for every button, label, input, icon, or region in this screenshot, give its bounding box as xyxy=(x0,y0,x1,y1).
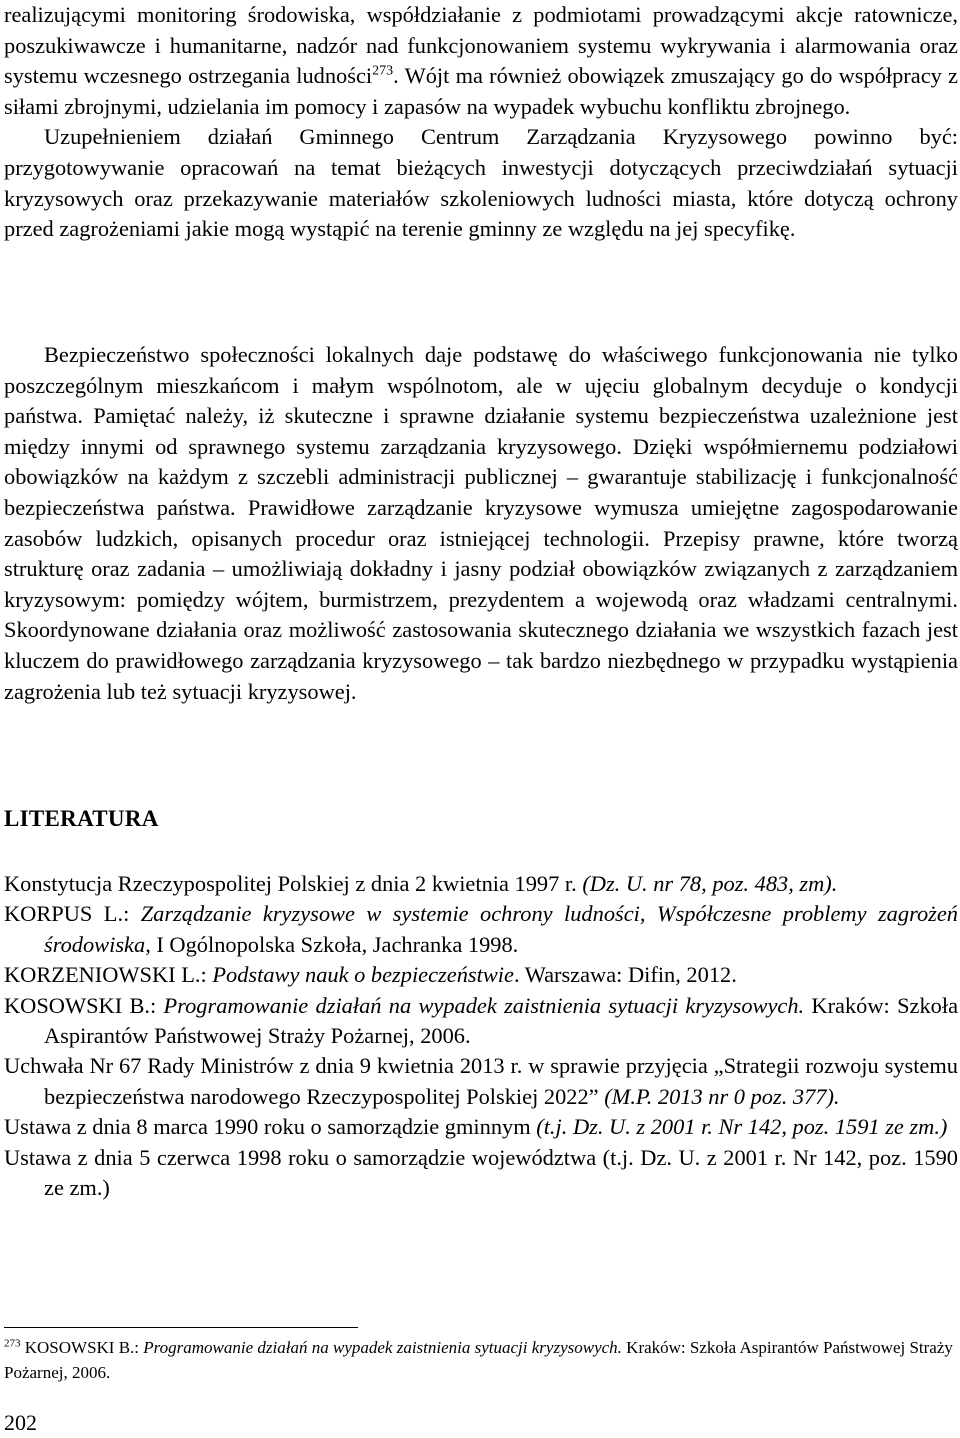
entry-publication: . Warszawa: Difin, 2012. xyxy=(513,962,737,988)
entry-title: Programowanie działań na wypadek zaistnienia sytuacji kryzysowych. xyxy=(163,992,805,1018)
bibliography-entry xyxy=(4,1143,958,1204)
entry-text: KOSOWSKI B.: xyxy=(4,992,164,1018)
entry-text: KORZENIOWSKI L.: xyxy=(4,962,213,988)
bibliography-list xyxy=(4,869,958,1203)
footnote xyxy=(4,1336,958,1385)
bibliography-entry xyxy=(4,1112,958,1142)
bibliography-entry xyxy=(4,991,958,1052)
footnote-reference[interactable]: 273 xyxy=(372,63,394,79)
entry-text: Ustawa z dnia 5 czerwca 1998 roku o samorządzie województwa (t.j. Dz. U. z 2001 r. Nr 142, poz. 1590 ze zm.) xyxy=(4,1144,958,1201)
entry-text: Konstytucja Rzeczypospolitej Polskiej z dnia 2 kwietnia 1997 r. xyxy=(4,871,583,896)
entry-publication: , I Ogólnopolska Szkoła, Jachranka 1998. xyxy=(145,931,519,957)
paragraph-text: realizującymi monitoring środowiska, współdziałanie z podmiotami prowadzącymi akcje ratownicze, poszukiwawcze i humanitarne, nadzór nad funkcjonowaniem systemu wykrywania i alarmowania oraz systemu wczesnego ostrzegania ludności xyxy=(4,2,958,89)
entry-title: Zarządzanie kryzysowe w systemie ochrony ludności, Współczesne problemy zagrożeń środowiska xyxy=(44,901,958,957)
body-paragraph: Bezpieczeństwo społeczności lokalnych daje podstawę do właściwego funkcjonowania nie tylko poszczególnym mieszkańcom i małym wspólnotom, ale w ujęciu globalnym decyduje o kondycji państwa. Pamiętać należy, iż skuteczne i sprawne działanie systemu bezpieczeństwa uzależnione jest między innymi od sprawnego systemu zarządzania kryzysowego. Dzięki współmiernemu podziałowi obowiązków na każdym z szczebli administracji publicznej – gwarantuje stabilizację i funkcjonalność bezpieczeństwa państwa. Prawidłowe zarządzanie kryzysowe wymusza umiejętne zagospodarowanie zasobów ludzkich, opisanych procedur oraz istniejącej technologii. Przepisy prawne, które tworzą strukturę oraz zadania – umożliwiają dokładny i jasny podział obowiązków związanych z zarządzaniem kryzysowym: pomiędzy wójtem, burmistrzem, prezydentem a wojewodą oraz władzami centralnymi. Skoordynowane działania oraz możliwość zastosowania skutecznego działania we wszystkich fazach jest kluczem do prawidłowego zarządzania kryzysowego – tak bardzo niezbędnego w przypadku wystąpienia zagrożenia lub też sytuacji kryzysowej. xyxy=(4,342,958,704)
entry-publication: Kraków: Szkoła Aspirantów Państwowej Straży Pożarnej, 2006. xyxy=(44,992,959,1049)
paragraph-text: Uzupełnieniem działań Gminnego Centrum Zarządzania Kryzysowego powinno być: przygotowywanie opracowań na temat bieżących inwestycji dotyczących przeciwdziałań sytuacji kryzysowych oraz przekazywanie materiałów szkoleniowych ludności miasta, które dotyczą ochrony przed zagrożeniami jakie mogą wystąpić na terenie gminny ze względu na jej specyfikę. xyxy=(4,124,958,242)
footnote-publisher: Kraków: Szkoła Aspirantów Państwowej Straży Pożarnej, 2006. xyxy=(4,1338,953,1382)
bibliography-entry xyxy=(4,1051,958,1112)
entry-title: (t.j. Dz. U. z 2001 r. Nr 142, poz. 1591 ze zm.) xyxy=(536,1114,948,1140)
body-paragraph xyxy=(4,0,958,245)
footnote-author: KOSOWSKI B.: xyxy=(24,1338,144,1357)
entry-title: (M.P. 2013 nr 0 poz. 377). xyxy=(604,1083,840,1109)
entry-text: Uchwała Nr 67 Rady Ministrów z dnia 9 kwietnia 2013 r. w sprawie przyjęcia „Strategii rozwoju systemu bezpieczeństwa narodowego Rzeczypospolitej Polskiej 2022” xyxy=(4,1053,958,1109)
footnote-number: 273 xyxy=(4,1337,21,1350)
entry-text: Ustawa z dnia 8 marca 1990 roku o samorządzie gminnym xyxy=(4,1114,537,1140)
page-number: 202 xyxy=(4,1410,37,1435)
footnote-separator xyxy=(4,1327,358,1328)
bibliography-entry xyxy=(4,960,958,990)
entry-title: Podstawy nauk o bezpieczeństwie xyxy=(212,962,514,988)
footnote-title: Programowanie działań na wypadek zaistnienia sytuacji kryzysowych. xyxy=(143,1338,622,1357)
bibliography-heading: LITERATURA xyxy=(4,806,159,831)
bibliography-entry xyxy=(4,899,958,960)
entry-title: (Dz. U. nr 78, poz. 483, zm). xyxy=(582,871,838,896)
paragraph-text: . Wójt ma również obowiązek zmuszający go do współpracy z siłami zbrojnymi, udzielania im pomocy i zapasów na wypadek wybuchu konfliktu zbrojnego. xyxy=(4,63,959,119)
entry-text: KORPUS L.: xyxy=(4,901,141,927)
bibliography-entry xyxy=(4,869,958,899)
